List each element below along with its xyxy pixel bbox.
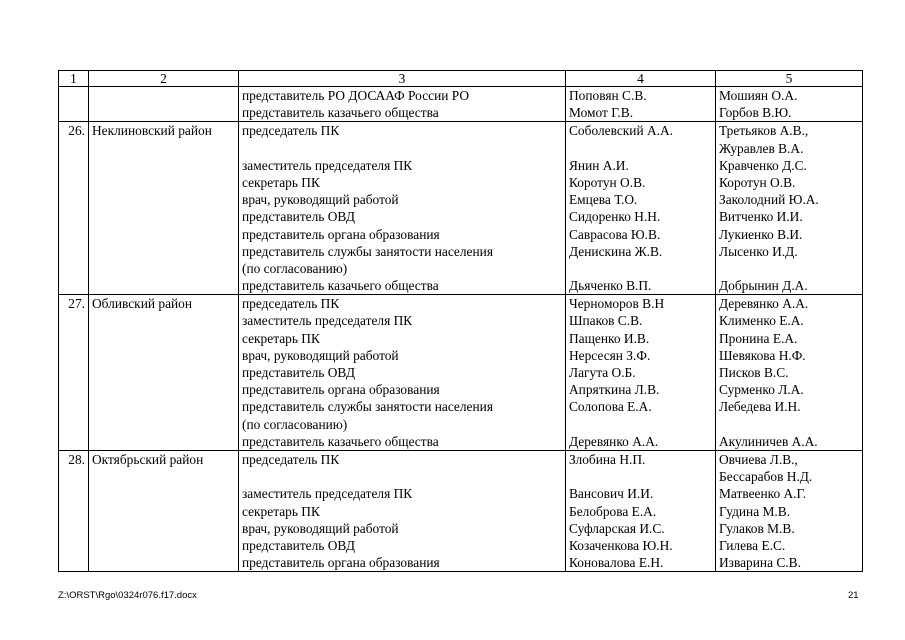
- table-body: [59, 71, 863, 572]
- role-cell: [239, 450, 566, 571]
- header-cell-3: 3: [239, 71, 566, 87]
- role-line: заместитель председателя ПК: [242, 313, 413, 329]
- member-name: Момот Г.В.: [569, 105, 634, 121]
- member-name: Суфларская И.С.: [569, 520, 665, 536]
- reserve-name: Сурменко Л.А.: [719, 382, 804, 398]
- reserve-name: Витченко И.И.: [719, 209, 803, 225]
- member-name: Лагута О.Б.: [569, 365, 636, 380]
- reserve-cell: [716, 450, 863, 571]
- role-line: представитель ОВД: [242, 209, 355, 225]
- role-line: (по согласованию): [242, 416, 348, 432]
- role-line: врач, руководящий работой: [242, 192, 399, 208]
- reserve-name: Овчиева Л.В.,: [719, 451, 798, 467]
- member-cell: [566, 450, 716, 571]
- reserve-name: Кравченко Д.С.: [719, 157, 807, 173]
- district-name: Октябрьский район: [89, 450, 239, 571]
- member-cell: [566, 87, 716, 122]
- role-line: секретарь ПК: [242, 330, 320, 346]
- table-row: [59, 450, 863, 571]
- member-name: [569, 140, 715, 157]
- member-name: Злобина Н.П.: [569, 451, 646, 467]
- member-name: Черноморов В.Н: [569, 296, 665, 312]
- role-cell: [239, 295, 566, 451]
- role-line: представитель казачьего общества: [242, 433, 439, 449]
- reserve-name: [719, 416, 862, 433]
- reserve-name: Бессарабов Н.Д.: [719, 469, 813, 485]
- member-name: Белоброва Е.А.: [569, 503, 657, 519]
- district-name: Неклиновский район: [89, 122, 239, 295]
- reserve-name: Третьяков А.В.,: [719, 123, 809, 139]
- role-line: заместитель председателя ПК: [242, 157, 413, 173]
- reserve-name: Гилева Е.С.: [719, 537, 786, 553]
- reserve-name: Писков В.С.: [719, 365, 789, 380]
- role-line: представитель органа образования: [242, 555, 440, 571]
- reserve-name: Журавлев В.А.: [719, 140, 804, 156]
- reserve-name: Гулаков М.В.: [719, 520, 795, 536]
- reserve-name: Шевякова Н.Ф.: [719, 347, 806, 363]
- member-name: Солопова Е.А.: [569, 399, 652, 415]
- row-number: 27.: [59, 295, 89, 451]
- role-line: представитель ОВД: [242, 537, 355, 553]
- member-name: Вансович И.И.: [569, 486, 654, 502]
- row-number: [59, 87, 89, 122]
- reserve-name: Лукиенко В.И.: [719, 226, 803, 242]
- member-name: Коновалова Е.Н.: [569, 555, 664, 571]
- role-line: [242, 140, 565, 157]
- district-name: Обливский район: [89, 295, 239, 451]
- role-line: врач, руководящий работой: [242, 520, 399, 536]
- member-name: [569, 260, 715, 277]
- reserve-name: Пронина Е.А.: [719, 330, 798, 346]
- reserve-name: [719, 260, 862, 277]
- table-row: [59, 295, 863, 451]
- member-name: Козаченкова Ю.Н.: [569, 537, 673, 553]
- header-cell-5: 5: [716, 71, 863, 87]
- commission-table: [58, 70, 863, 572]
- reserve-name: Добрынин Д.А.: [719, 278, 808, 294]
- role-line: [242, 468, 565, 485]
- role-line: представитель ОВД: [242, 365, 355, 380]
- member-name: Саврасова Ю.В.: [569, 226, 661, 242]
- member-cell: [566, 122, 716, 295]
- role-cell: [239, 87, 566, 122]
- reserve-cell: [716, 87, 863, 122]
- reserve-name: Гудина М.В.: [719, 503, 791, 519]
- role-line: представитель казачьего общества: [242, 105, 439, 121]
- header-cell-2: 2: [89, 71, 239, 87]
- member-name: [569, 468, 715, 485]
- table-row: [59, 87, 863, 122]
- role-line: представитель РО ДОСААФ России РО: [242, 88, 470, 103]
- reserve-name: Клименко Е.А.: [719, 313, 804, 329]
- role-line: представитель службы занятости населения: [242, 243, 493, 259]
- member-name: Денискина Ж.В.: [569, 243, 663, 259]
- member-name: Коротун О.В.: [569, 174, 646, 190]
- district-name: [89, 87, 239, 122]
- role-line: представитель органа образования: [242, 226, 440, 242]
- reserve-name: Мошиян О.А.: [719, 88, 798, 103]
- footer-page-number: 21: [848, 590, 859, 601]
- reserve-name: Матвеенко А.Г.: [719, 486, 807, 502]
- reserve-name: Изварина С.В.: [719, 555, 801, 571]
- member-name: Нерсесян З.Ф.: [569, 347, 651, 363]
- member-name: Дьяченко В.П.: [569, 278, 652, 294]
- row-number: 28.: [59, 450, 89, 571]
- role-line: представитель службы занятости населения: [242, 399, 493, 415]
- member-name: Соболевский А.А.: [569, 123, 673, 139]
- role-line: врач, руководящий работой: [242, 347, 399, 363]
- reserve-cell: [716, 295, 863, 451]
- role-cell: [239, 122, 566, 295]
- reserve-name: Деревянко А.А.: [719, 296, 809, 312]
- role-line: заместитель председателя ПК: [242, 486, 413, 502]
- role-line: представитель казачьего общества: [242, 278, 439, 294]
- member-name: Сидоренко Н.Н.: [569, 209, 661, 225]
- member-name: [569, 416, 715, 433]
- header-cell-4: 4: [566, 71, 716, 87]
- role-line: секретарь ПК: [242, 174, 320, 190]
- role-line: председатель ПК: [242, 451, 340, 467]
- role-line: (по согласованию): [242, 260, 348, 276]
- reserve-name: Лебедева И.Н.: [719, 399, 801, 415]
- role-line: председатель ПК: [242, 123, 340, 139]
- reserve-name: Коротун О.В.: [719, 174, 796, 190]
- member-name: Емцева Т.О.: [569, 192, 638, 208]
- member-name: Янин А.И.: [569, 157, 629, 173]
- footer-file-path: Z:\ORST\Rgo\0324r076.f17.docx: [58, 590, 197, 601]
- reserve-name: Лысенко И.Д.: [719, 243, 798, 259]
- member-name: Деревянко А.А.: [569, 433, 659, 449]
- member-name: Поповян С.В.: [569, 88, 647, 103]
- reserve-cell: [716, 122, 863, 295]
- member-name: Апряткина Л.В.: [569, 382, 660, 398]
- member-cell: [566, 295, 716, 451]
- role-line: председатель ПК: [242, 296, 340, 312]
- table-row: [59, 122, 863, 295]
- member-name: Пащенко И.В.: [569, 330, 650, 346]
- member-name: Шпаков С.В.: [569, 313, 643, 329]
- role-line: представитель органа образования: [242, 382, 440, 398]
- reserve-name: Заколодний Ю.А.: [719, 192, 819, 208]
- header-row: [59, 71, 863, 87]
- reserve-name: Акулиничев А.А.: [719, 433, 818, 449]
- row-number: 26.: [59, 122, 89, 295]
- reserve-name: Горбов В.Ю.: [719, 105, 792, 121]
- role-line: секретарь ПК: [242, 503, 320, 519]
- header-cell-1: 1: [59, 71, 89, 87]
